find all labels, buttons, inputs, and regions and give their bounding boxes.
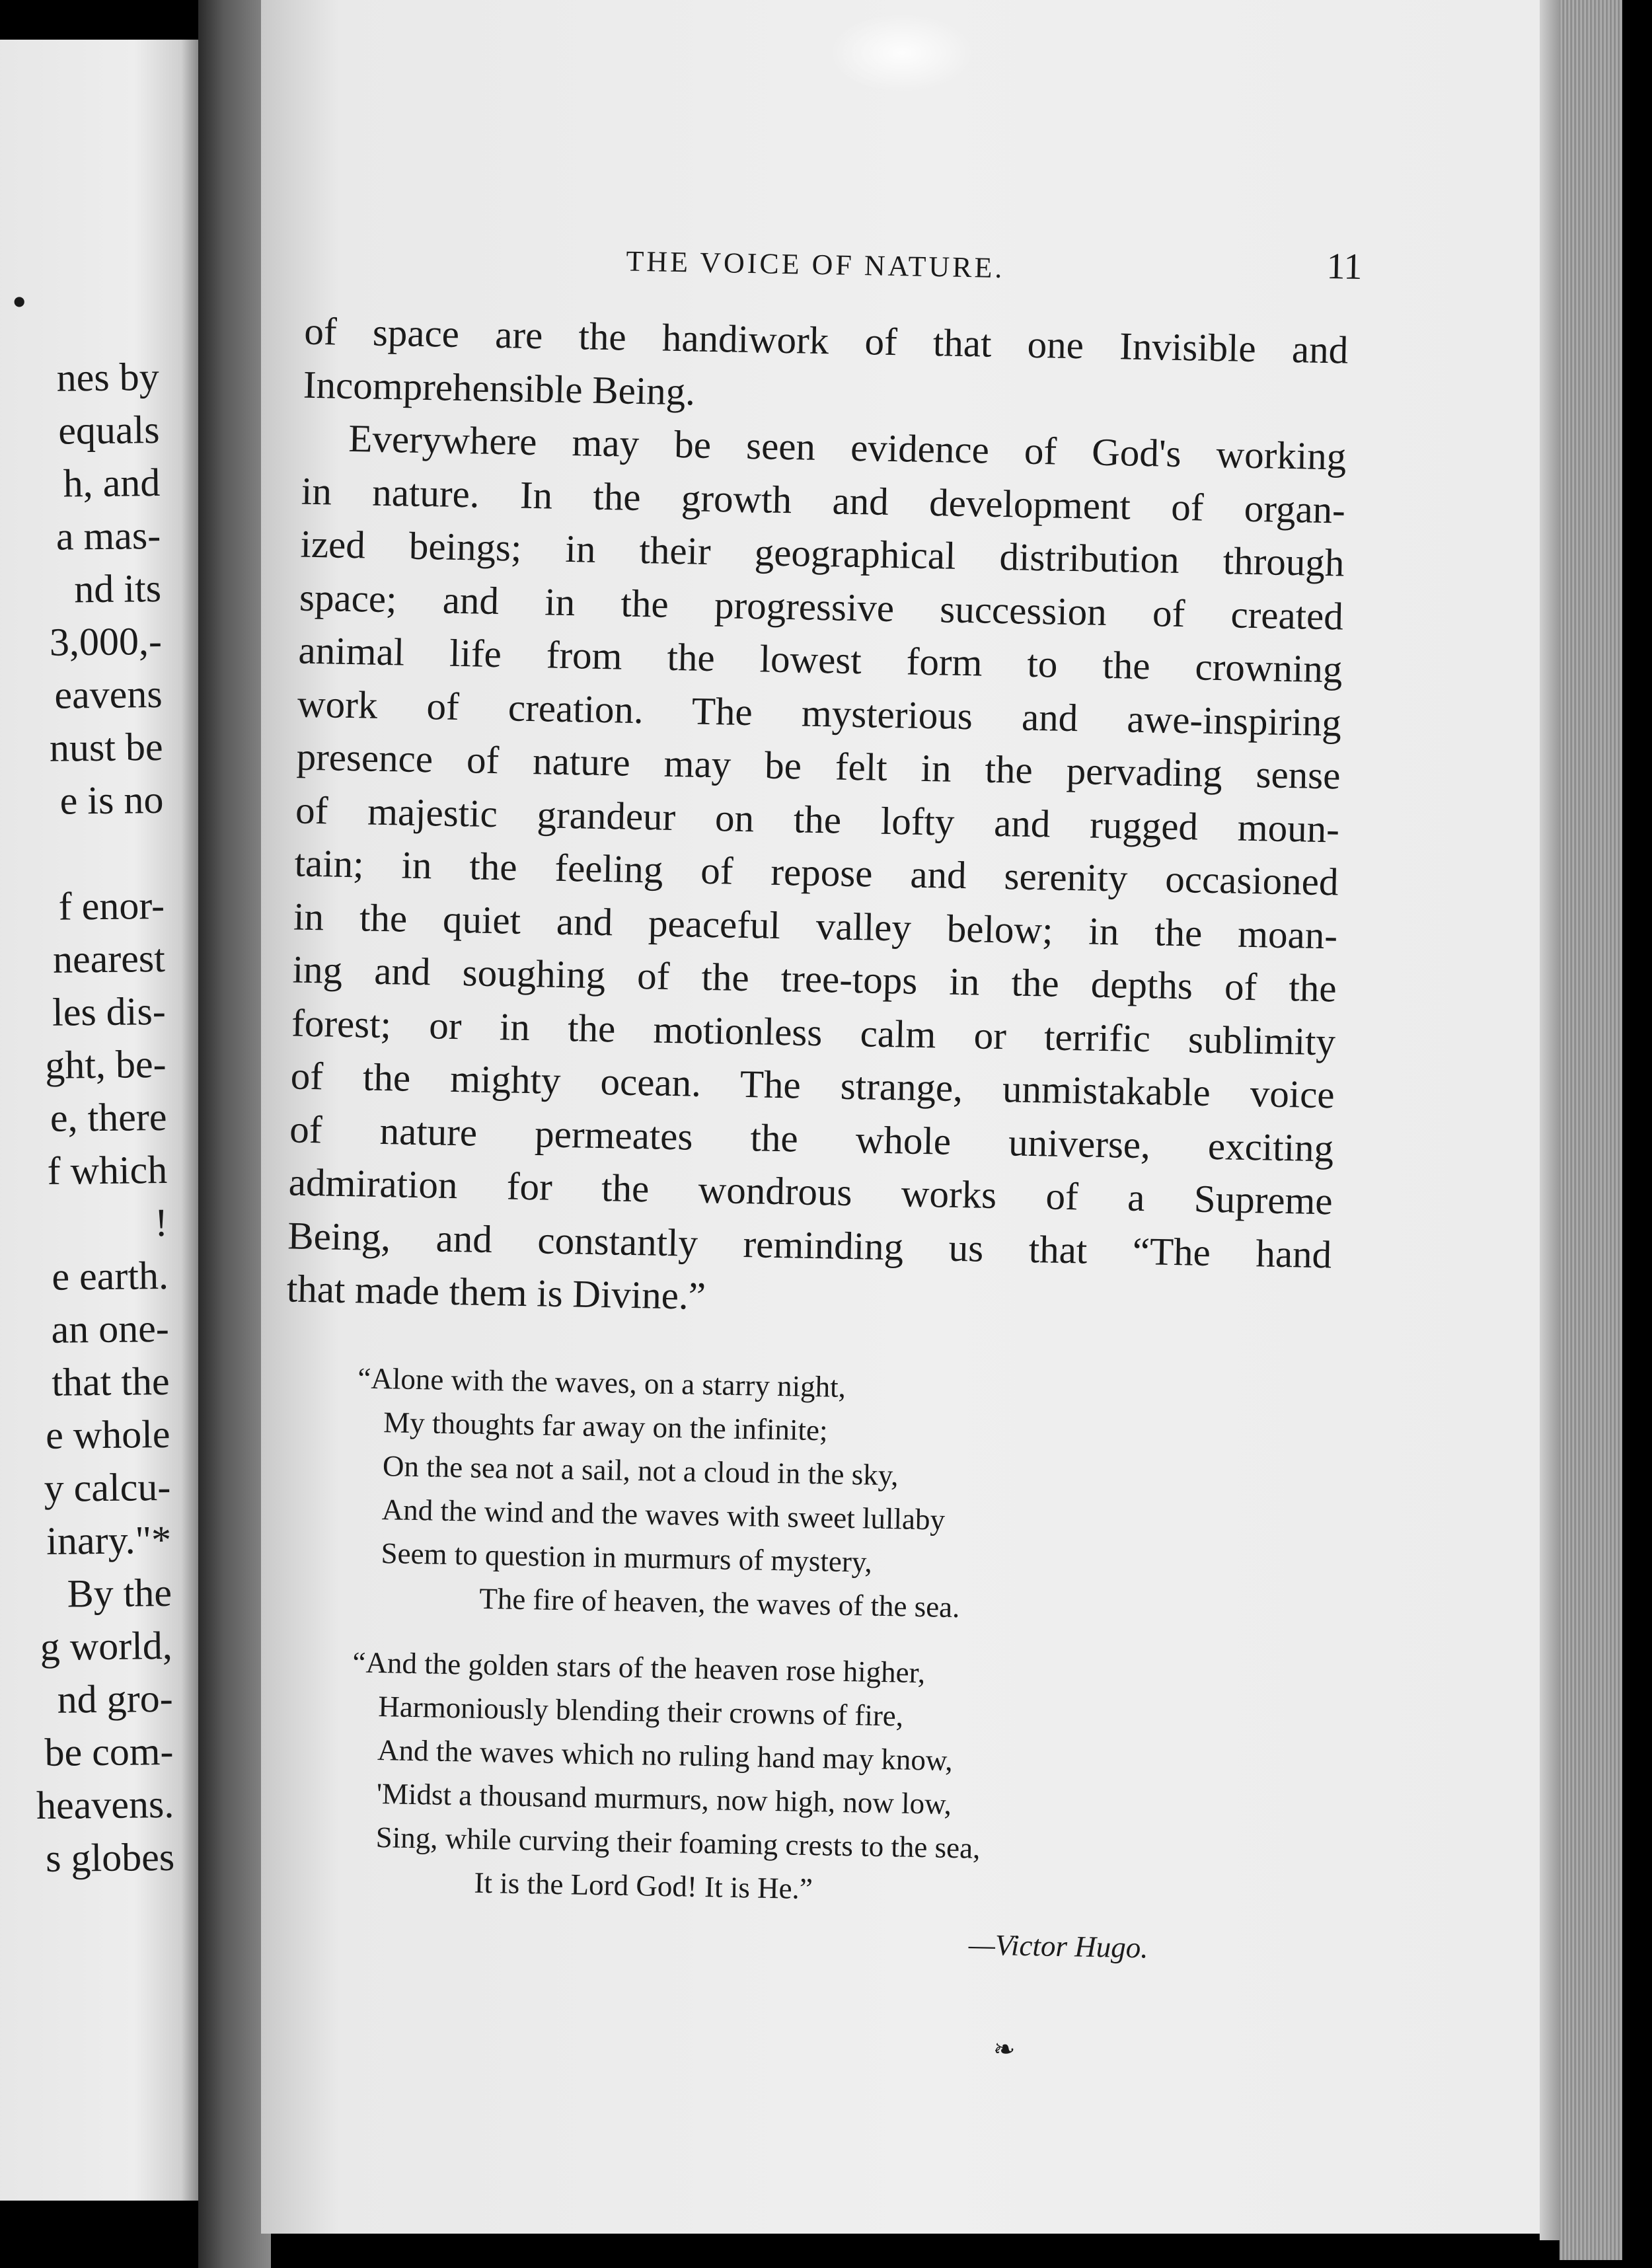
text-line: that made them is Divine.”	[286, 1266, 706, 1318]
page-edge-shadow	[1540, 0, 1559, 2240]
left-page-line: !	[154, 1200, 169, 1245]
poem-line: “And the golden stars of the heaven rose higher,	[352, 1645, 926, 1690]
poem-line: And the wind and the waves with sweet lullaby	[381, 1493, 946, 1536]
text-line: work of creation. The mysterious and awe-inspiring	[297, 681, 1342, 744]
poem-stanza-2	[348, 1640, 1146, 1916]
left-page-line: y calcu-	[44, 1464, 171, 1510]
left-page-line: e is no	[59, 777, 164, 823]
left-page-line: heavens.	[36, 1782, 174, 1828]
left-page-line: 3,000,-	[49, 619, 162, 664]
text-line: Everywhere may be seen evidence of God's working	[348, 416, 1347, 478]
poem-line: My thoughts far away on the infinite;	[383, 1406, 828, 1447]
running-head: THE VOICE OF NATURE.	[626, 245, 1005, 285]
text-line: of majestic grandeur on the lofty and rugged moun-	[295, 788, 1340, 850]
left-page	[0, 40, 198, 2201]
left-page-line: that the	[51, 1359, 170, 1404]
text-line: ing and soughing of the tree-tops in the depths of the	[292, 947, 1337, 1010]
text-line: in nature. In the growth and development of organ-	[301, 469, 1346, 532]
left-page-text	[21, 350, 175, 1885]
left-page-line: be com-	[44, 1729, 174, 1774]
left-page-line: f which	[47, 1147, 168, 1193]
left-page-line: ght, be-	[44, 1041, 167, 1087]
text-line: forest; or in the motionless calm or terrific sublimity	[291, 1000, 1336, 1063]
book-gutter	[198, 0, 271, 2268]
text-line: of the mighty ocean. The strange, unmistakable voice	[290, 1053, 1335, 1117]
left-page-line: e, there	[50, 1094, 167, 1140]
text-line: space; and in the progressive succession of created	[299, 575, 1344, 638]
left-page-line: eavens	[54, 671, 163, 717]
poem-line: Seem to question in murmurs of mystery,	[381, 1536, 873, 1579]
poem-line: “Alone with the waves, on a starry night,	[357, 1361, 846, 1404]
left-page-mark: •	[12, 278, 27, 325]
text-line: tain; in the feeling of repose and serenity occasioned	[294, 841, 1339, 904]
left-page-line: f enor-	[58, 883, 165, 928]
left-page-line: s globes	[45, 1834, 175, 1880]
left-page-line: By the	[67, 1570, 172, 1616]
body-text	[286, 305, 1349, 1334]
text-line: animal life from the lowest form to the crowning	[298, 628, 1343, 691]
left-page-line: nd its	[73, 566, 162, 611]
poem-line: And the waves which no ruling hand may know,	[377, 1733, 954, 1777]
ornament-icon: ❧	[993, 2034, 1016, 2064]
text-line: of space are the handiwork of that one Invisible and	[303, 309, 1349, 372]
left-page-line: nust be	[49, 724, 163, 770]
left-page-line: g world,	[40, 1623, 172, 1669]
page-content	[261, 0, 1559, 2234]
left-page-line: h, and	[63, 460, 161, 506]
poem-line: Harmoniously blending their crowns of fire,	[377, 1690, 904, 1733]
poem-stanza-1	[354, 1356, 1151, 1632]
poem-line: The fire of heaven, the waves of the sea.	[478, 1581, 960, 1624]
left-page-line	[26, 826, 164, 880]
text-line: ized beings; in their geographical distribution through	[299, 521, 1345, 585]
poem-line: 'Midst a thousand murmurs, now high, now low,	[376, 1777, 952, 1821]
poem-line: On the sea not a sail, not a cloud in the sky,	[382, 1449, 899, 1492]
left-page-line: nd gro-	[57, 1676, 173, 1721]
left-page-line: les dis-	[52, 989, 166, 1034]
text-line: Being, and constantly reminding us that “The hand	[287, 1213, 1332, 1276]
text-line: of nature permeates the whole universe, exciting	[289, 1106, 1334, 1170]
poem-line: Sing, while curving their foaming crests to the sea,	[375, 1821, 981, 1865]
left-page-line: e earth.	[51, 1253, 169, 1299]
attribution: —Victor Hugo.	[968, 1928, 1148, 1965]
text-line: in the quiet and peaceful valley below; in the moan-	[293, 893, 1338, 957]
left-page-line: an one-	[50, 1306, 169, 1351]
text-line: presence of nature may be felt in the pervading sense	[296, 734, 1341, 798]
left-page-line: nes by	[56, 354, 159, 400]
text-line: admiration for the wondrous works of a Supreme	[288, 1160, 1333, 1223]
book-page-edges	[1559, 0, 1622, 2260]
poem-line: It is the Lord God! It is He.”	[474, 1866, 813, 1906]
left-page-line: e whole	[45, 1412, 170, 1457]
text-line: Incomprehensible Being.	[303, 362, 696, 413]
left-page-line: inary."*	[46, 1517, 172, 1563]
left-page-line: equals	[57, 407, 160, 453]
left-page-line: a mas-	[56, 513, 161, 558]
left-page-line: nearest	[52, 936, 165, 981]
page-number: 11	[1326, 245, 1363, 287]
right-page	[261, 0, 1559, 2234]
